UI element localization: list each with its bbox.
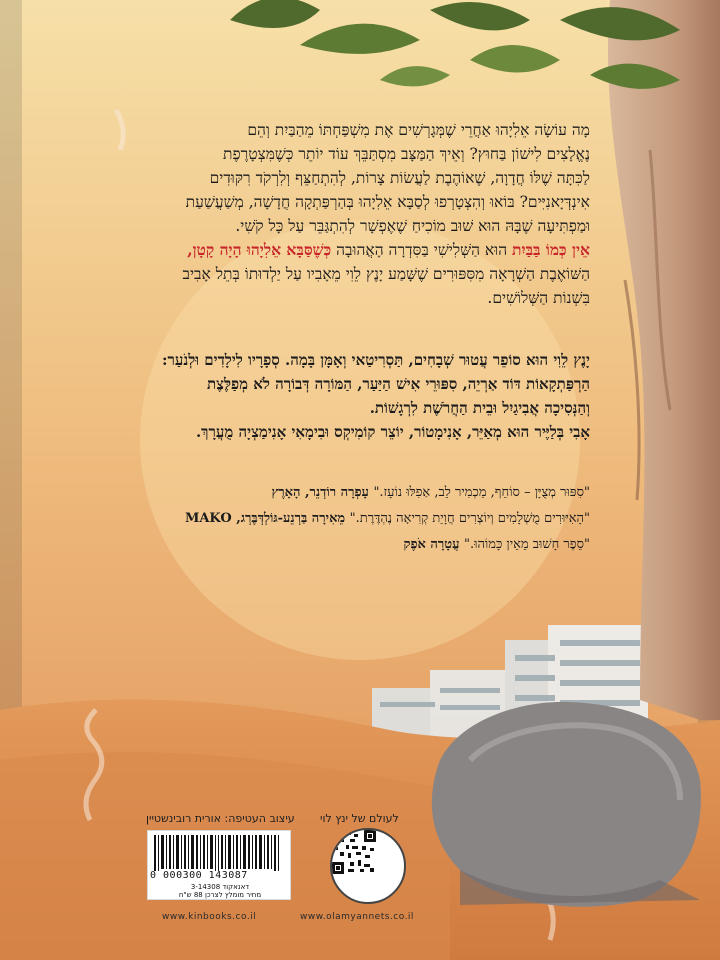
- description-line: הַשּׁוֹאֶבֶת הַשְׁרָאָה מִסִּפּוּרִים שֶׁשָּׁמַע יָנֶץ לֵוִי מֵאָבִיו עַל יַלְדוּתוֹ בְּתֵל אָבִיב: [182, 265, 590, 283]
- review-quotes: [140, 480, 590, 558]
- barcode-icon: [148, 833, 290, 873]
- quote-text: "סֵפֶר חָשׁוּב מֵאֵין כָּמוֹהוּ.": [464, 537, 590, 552]
- description-paragraph: [140, 118, 590, 310]
- description-line: אִינְדְּיָאנִיִּים? בּוֹאוּ וְהִצְטָרְפוּ לְסַבָּא אֵלִיָהוּ בְּהַרְפַּתְקָה חֲדָשָׁה, מְשַׁעֲשַׁעַת: [185, 193, 590, 211]
- author-line: יָנֶץ לֵוִי הוּא סוֹפֵר עֲטוּר שְׁבָחִים, תַּסְרִיטַאי וְאָמָּן בָּמָה. סְפָרָיו לִילָדִים וּלְנֹעַר:: [161, 351, 590, 369]
- barcode-number: 0 000300 143087: [150, 870, 248, 881]
- kinbooks-link[interactable]: www.kinbooks.co.il: [162, 912, 257, 922]
- description-line: מָה עוֹשָׂה אֵלִיָהוּ אַחֲרֵי שֶׁמְּגָרְשִׁים אֶת מִשְׁפַּחְתּוֹ מֵהַבַּיִת וְהֵם: [247, 121, 590, 139]
- qr-code[interactable]: [330, 828, 406, 904]
- quote-source: עֲטָרָה אֹפֶק: [403, 537, 464, 552]
- yanets-world-credit: לעולם של ינץ לוי: [320, 812, 399, 825]
- dani-code: דאנאקוד 3-14308: [190, 883, 250, 891]
- description-line: לַכִּתָּה שֶׁלּוֹ חֲדָוָה, שֶׁאוֹהֶבֶת לַעֲשׂוֹת צָרוֹת, לְהִתְחַצֵּף וְלִרְקֹד רִקּוּדִים: [209, 169, 590, 187]
- description-line: בִּשְׁנוֹת הַשְּׁלוֹשִׁים.: [487, 289, 590, 307]
- review-quote: [140, 506, 590, 532]
- cover-design-credit: עיצוב העטיפה: אורית רובינשטיין: [146, 812, 295, 825]
- series-title-highlight: כְּשֶׁסַּבָּא אֵלִיָהוּ הָיָה קָטָן,: [187, 240, 332, 259]
- barcode-meta: [165, 883, 275, 899]
- review-quote: [140, 480, 590, 506]
- price: מחיר מומלץ לצרכן 88 ש"ח: [178, 891, 262, 899]
- description-line: וּמַפְתִּיעָה שֶׁבָּהּ הוּא שׁוּב מוֹכִיחַ שֶׁאֶפְשָׁר לְהִתְגַּבֵּר עַל כָּל קֹשִׁי.: [235, 217, 590, 235]
- olamyannets-link[interactable]: www.olamyannets.co.il: [300, 912, 414, 922]
- quote-source: מֵאִירָה בַּרְנֵע-גּוֹלְדְּבֶּרְג, MAKO: [184, 511, 350, 526]
- author-paragraph: [140, 348, 590, 444]
- illustrator-line: אָבִי בְּלַיֶּיר הוּא מְאַיֵּר, אָנִימָטוֹר, יוֹצֵר קוֹמִיקְס וּבִימָאִי אָנִימַצְיָה מֻעֲרָךְ.: [195, 423, 590, 441]
- series-text: הוּא הַשְּׁלִישִׁי בַּסִּדְרָה הָאֲהוּבָה: [331, 241, 513, 259]
- series-line: [140, 238, 590, 262]
- book-title-highlight: אֵין כְּמוֹ בַּבַּיִת: [512, 240, 590, 259]
- quote-source: עָפְרָה רוֹדְנֵר, הָאָרֶץ: [271, 485, 374, 500]
- author-line: וְהַנְּסִיכָה אֲבִיגַיִל וּבֵית הַחֲרֹשֶׁת לִרְגָשׁוֹת.: [369, 399, 590, 417]
- quote-text: "הָאִיּוּרִים מֻשְׁלָמִים וְיוֹצְרִים חֲוָיַת קְרִיאָה נֶהְדֶּרֶת.": [349, 511, 590, 526]
- review-quote: [140, 532, 590, 558]
- quote-text: "סִפּוּר מְצֻיָּן – סוֹחֵף, מַכְמִיר לֵב, אַפִלּוּ נוֹעָז.": [373, 485, 590, 500]
- description-line: נֶאֱלָצִים לִישׁוֹן בַּחוּץ? וְאֵיךְ הַמַּצָּב מִסְתַּבֵּךְ עוֹד יוֹתֵר כְּשֶׁמִּצְטָרֶפֶת: [223, 145, 590, 163]
- qr-code-icon: [332, 830, 376, 874]
- author-line: הַרְפַּתְקָאוֹת דּוֹד אַרְיֵה, סִפּוּרֵי אִישׁ הַיַּעַר, הַמּוֹרָה דְּבוֹרָה לֹא מְפַלֶּצֶת: [206, 375, 590, 393]
